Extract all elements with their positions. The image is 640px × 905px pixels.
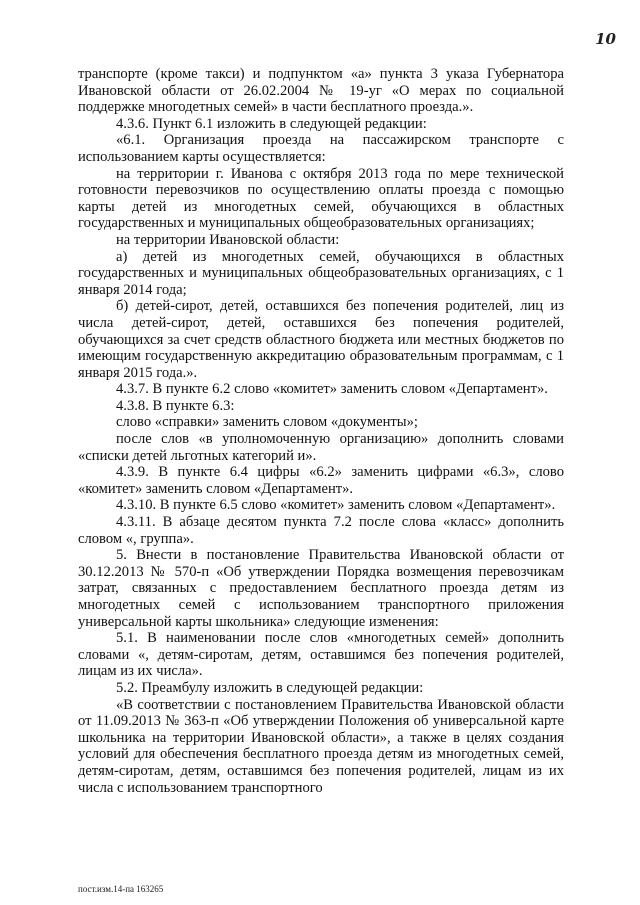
- document-body: [78, 66, 564, 796]
- paragraph: 4.3.10. В пункте 6.5 слово «комитет» заменить словом «Департамент».: [116, 497, 556, 514]
- paragraph: на территории г. Иванова с октября 2013 года по мере технической готовности перевозчиков по осуществлению оплаты проезда с помощью карты детей из многодетных семей, обучающихся в областных государственных и муниципальных общеобразовательных организациях;: [78, 165, 564, 232]
- paragraph: 4.3.11. В абзаце десятом пункта 7.2 после слова «класс» дополнить словом «, группа».: [78, 514, 564, 547]
- paragraph: 5. Внести в постановление Правительства Ивановской области от 30.12.2013 № 570-п «Об утверждении Порядка возмещения перевозчикам затрат, связанных с предоставлением бесплатного проезда детям из многодетных семей с использованием транспортного приложения универсальной карты школьника» следующие изменения:: [78, 547, 564, 630]
- page-number: 10: [595, 30, 616, 48]
- paragraph: 5.2. Преамбулу изложить в следующей редакции:: [116, 679, 424, 696]
- paragraph: 5.1. В наименовании после слов «многодетных семей» дополнить словами «, детям-сиротам, детям, оставшимся без попечения родителей, лицам из их числа».: [78, 630, 564, 680]
- paragraph: слово «справки» заменить словом «документы»;: [116, 414, 418, 431]
- paragraph: а) детей из многодетных семей, обучающихся в областных государственных и муниципальных общеобразовательных организациях, с 1 января 2014 года;: [78, 248, 564, 298]
- paragraph: 4.3.7. В пункте 6.2 слово «комитет» заменить словом «Департамент».: [116, 381, 548, 398]
- footer-code: пост.изм.14-па 163265: [78, 884, 164, 894]
- paragraph: 4.3.9. В пункте 6.4 цифры «6.2» заменить цифрами «6.3», слово «комитет» заменить словом «Департамент».: [78, 464, 564, 497]
- paragraph: «6.1. Организация проезда на пассажирском транспорте с использованием карты осуществляется:: [78, 132, 564, 165]
- paragraph: транспорте (кроме такси) и подпунктом «а» пункта 3 указа Губернатора Ивановской области от 26.02.2004 № 19-уг «О мерах по социальной поддержке многодетных семей» в части бесплатного проезда.».: [78, 66, 564, 116]
- paragraph: после слов «в уполномоченную организацию» дополнить словами «списки детей льготных категорий и».: [78, 431, 564, 464]
- paragraph: 4.3.8. В пункте 6.3:: [116, 397, 235, 414]
- paragraph: 4.3.6. Пункт 6.1 изложить в следующей редакции:: [116, 115, 427, 132]
- paragraph: б) детей-сирот, детей, оставшихся без попечения родителей, лиц из числа детей-сирот, детей, оставшихся без попечения родителей, обучающихся за счет средств областного бюджета или местных бюджетов по имеющим государственную аккредитацию образовательным программам, с 1 января 2015 года.».: [78, 298, 564, 381]
- paragraph: «В соответствии с постановлением Правительства Ивановской области от 11.09.2013 № 363-п «Об утверждении Положения об универсальной карте школьника на территории Ивановской области», а также в целях создания условий для обеспечения бесплатного проезда детям из многодетных семей, детям-сиротам, детям, оставшимся без попечения родителей, лицам из их числа с использованием транспортного: [78, 696, 564, 796]
- paragraph: на территории Ивановской области:: [116, 231, 340, 248]
